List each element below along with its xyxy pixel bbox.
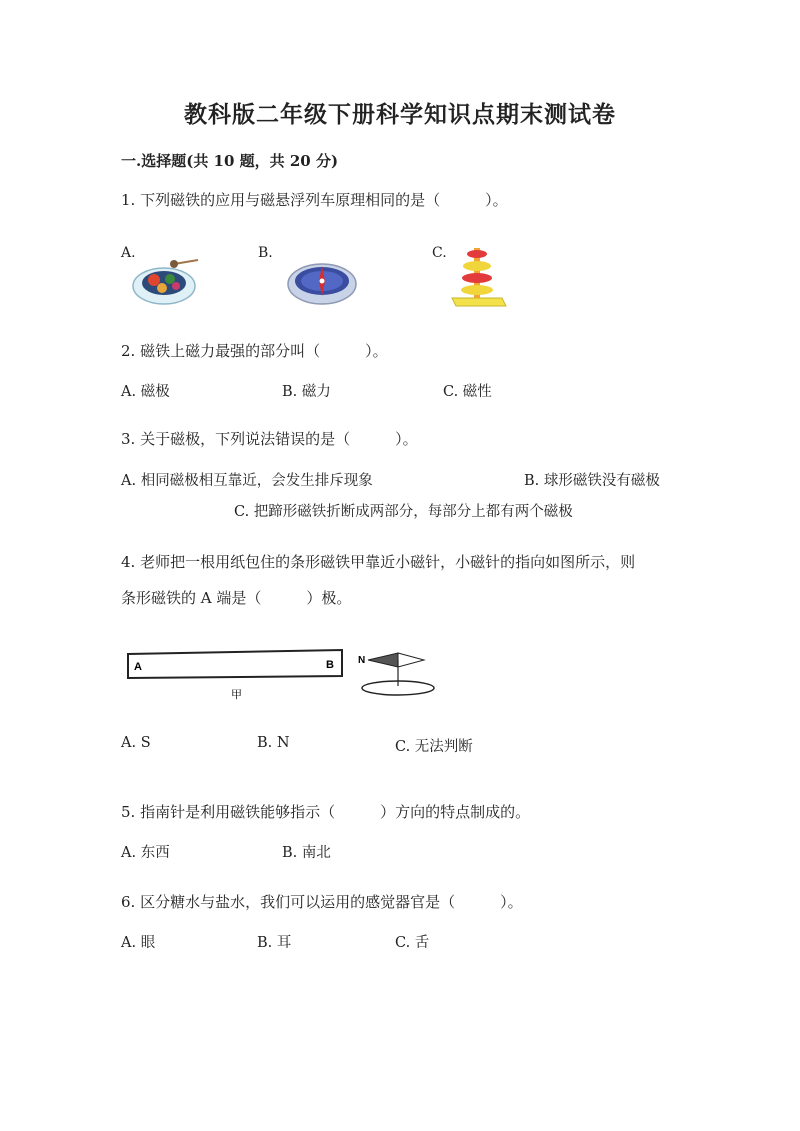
question-2: 2. 磁铁上磁力最强的部分叫（ ）。	[121, 342, 388, 360]
magnetic-needle-figure	[356, 646, 436, 702]
q6-option-c[interactable]: C. 舌	[395, 935, 430, 951]
needle-n-label: N	[358, 655, 366, 666]
floating-ring-magnets-icon	[448, 246, 508, 310]
q6-option-a[interactable]: A. 眼	[121, 935, 156, 951]
question-5: 5. 指南针是利用磁铁能够指示（ ）方向的特点制成的。	[121, 803, 531, 821]
q6-option-b[interactable]: B. 耳	[257, 935, 292, 951]
question-3: 3. 关于磁极，下列说法错误的是（ ）。	[121, 430, 418, 448]
question-6: 6. 区分糖水与盐水，我们可以运用的感觉器官是（ ）。	[121, 893, 523, 911]
magnetic-toy-icon	[132, 250, 204, 308]
q2-option-a[interactable]: A. 磁极	[121, 384, 170, 400]
q1-option-a-label[interactable]: A.	[121, 245, 136, 261]
q2-option-c[interactable]: C. 磁性	[443, 384, 492, 400]
question-1: 1. 下列磁铁的应用与磁悬浮列车原理相同的是（ ）。	[121, 191, 508, 209]
page-title: 教科版二年级下册科学知识点期末测试卷	[184, 101, 616, 128]
question-4-line-2: 条形磁铁的 A 端是（ ）极。	[121, 589, 352, 607]
q4-option-c[interactable]: C. 无法判断	[395, 739, 473, 755]
q3-option-a[interactable]: A. 相同磁极相互靠近，会发生排斥现象	[121, 473, 373, 489]
q2-option-b[interactable]: B. 磁力	[282, 384, 331, 400]
q4-option-a[interactable]: A. S	[121, 735, 151, 751]
section-heading: 一.选择题(共 10 题，共 20 分)	[121, 152, 339, 170]
q1-option-c-label[interactable]: C.	[432, 245, 447, 261]
magnet-end-b-label: B	[326, 659, 334, 671]
compass-icon	[286, 256, 358, 306]
q4-option-b[interactable]: B. N	[257, 735, 290, 751]
q5-option-b[interactable]: B. 南北	[282, 845, 331, 861]
magnet-end-a-label: A	[134, 661, 142, 673]
q3-option-c[interactable]: C. 把蹄形磁铁折断成两部分，每部分上都有两个磁极	[234, 504, 573, 520]
q3-option-b[interactable]: B. 球形磁铁没有磁极	[524, 473, 660, 489]
q1-option-b-label[interactable]: B.	[258, 245, 273, 261]
magnet-name-label: 甲	[231, 689, 242, 701]
question-4-line-1: 4. 老师把一根用纸包住的条形磁铁甲靠近小磁针，小磁针的指向如图所示，则	[121, 553, 636, 571]
q5-option-a[interactable]: A. 东西	[121, 845, 170, 861]
